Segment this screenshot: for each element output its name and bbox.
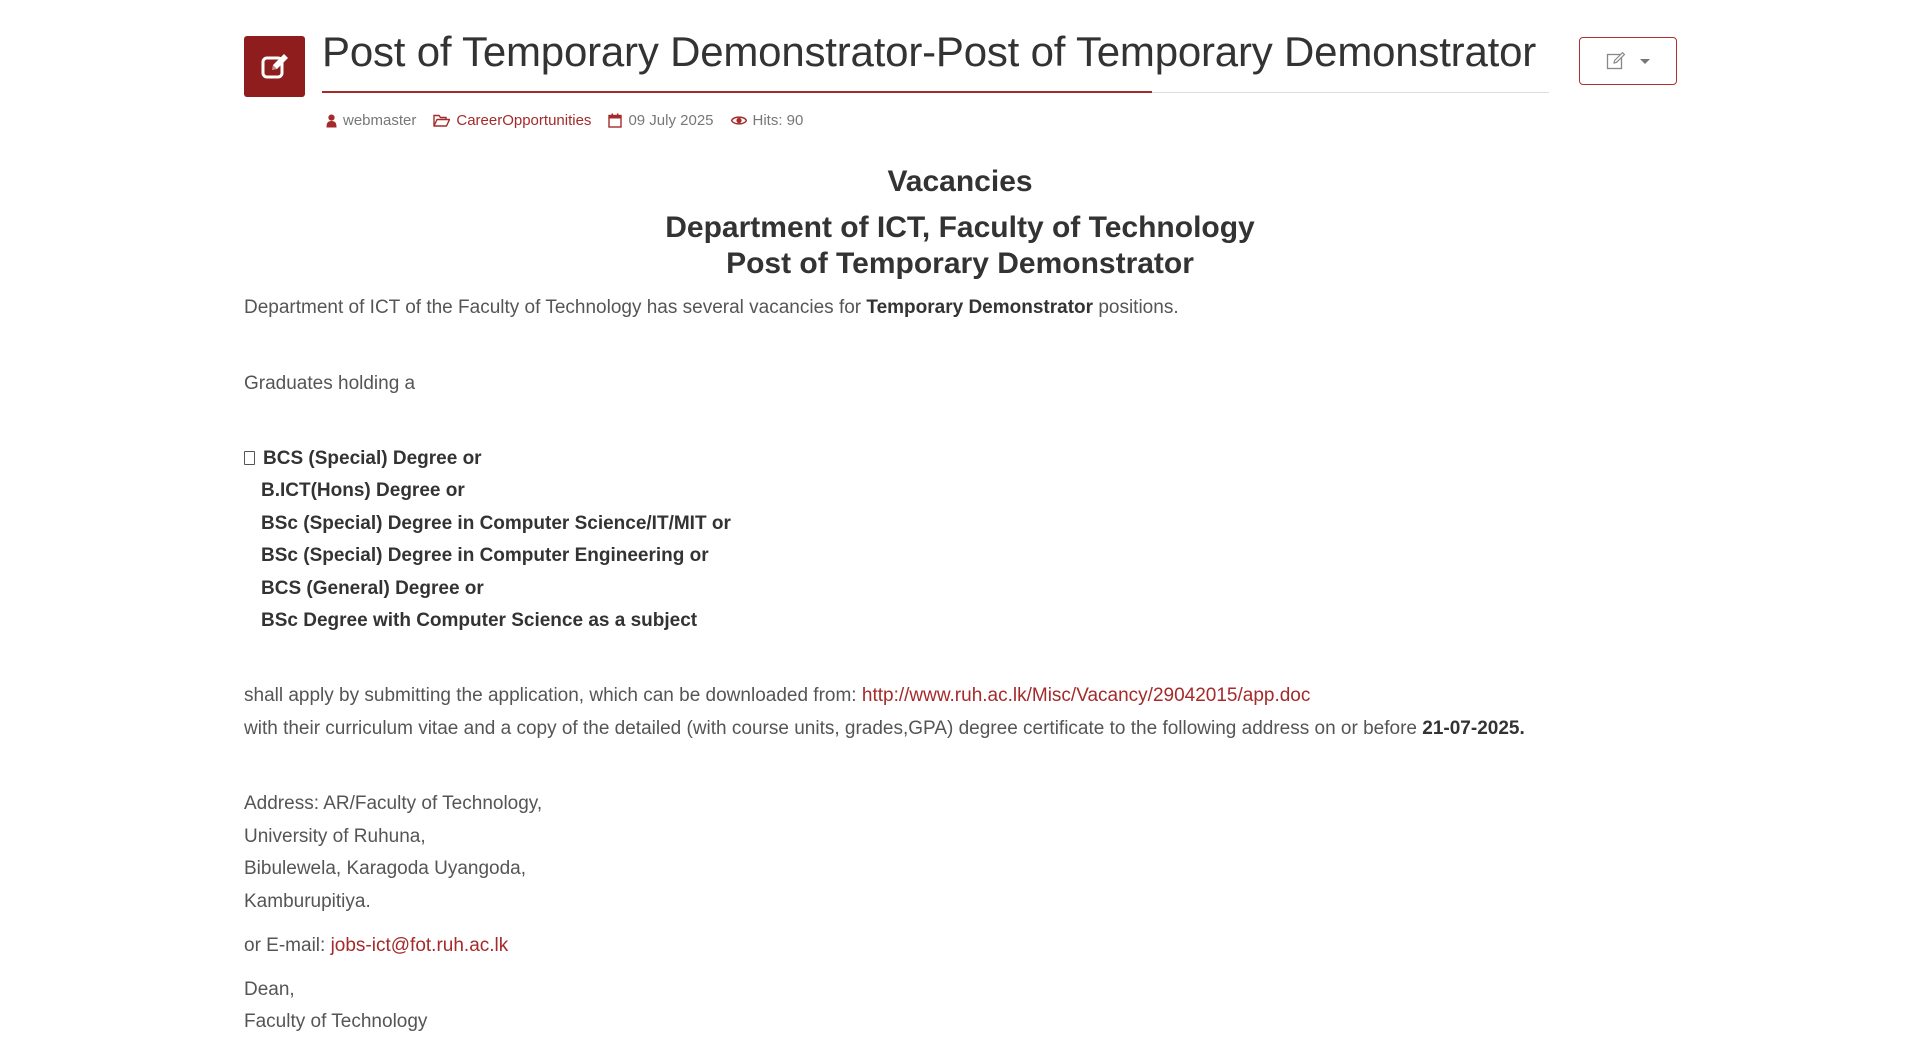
signoff-block bbox=[244, 974, 1676, 1039]
checkbox-glyph-icon bbox=[244, 451, 255, 465]
meta-date bbox=[608, 112, 713, 129]
page-title: Post of Temporary Demonstrator-Post of Temporary Demonstrator bbox=[322, 28, 1537, 75]
address-line: Bibulewela, Karagoda Uyangoda, bbox=[244, 858, 527, 880]
meta-category-link[interactable]: CareerOpportunities bbox=[456, 112, 592, 129]
degree-list bbox=[244, 443, 1676, 637]
meta-author-name: webmaster bbox=[343, 112, 417, 129]
intro-position: Temporary Demonstrator bbox=[866, 297, 1094, 318]
heading-department bbox=[244, 210, 1676, 282]
apply-text-line2: with their curriculum vitae and a copy of the detailed (with course units, grades,GPA) degree certificate to the following address on or before bbox=[244, 718, 1423, 740]
degree-item-text: BCS (Special) Degree or bbox=[263, 448, 482, 469]
intro-paragraph bbox=[244, 292, 1676, 324]
edit-outline-icon bbox=[1606, 51, 1626, 71]
heading-department-line2: Post of Temporary Demonstrator bbox=[726, 247, 1194, 280]
edit-icon bbox=[259, 51, 291, 83]
degree-item: BCS (General) Degree or bbox=[261, 577, 484, 599]
email-paragraph bbox=[244, 930, 1676, 962]
degree-item: B.ICT(Hons) Degree or bbox=[261, 480, 465, 502]
folder-open-icon bbox=[433, 114, 450, 127]
meta-hits-text: Hits: 90 bbox=[752, 112, 804, 129]
graduates-paragraph: Graduates holding a bbox=[244, 373, 416, 394]
heading-vacancies: Vacancies bbox=[887, 165, 1033, 198]
address-line: University of Ruhuna, bbox=[244, 825, 426, 847]
degree-item: BSc (Special) Degree in Computer Engineering or bbox=[261, 545, 709, 567]
user-icon bbox=[326, 114, 337, 128]
meta-category[interactable] bbox=[433, 112, 591, 129]
degree-item: BSc Degree with Computer Science as a subject bbox=[261, 610, 698, 632]
meta-date-text: 09 July 2025 bbox=[628, 112, 714, 129]
eye-icon bbox=[731, 115, 747, 126]
calendar-icon bbox=[608, 113, 622, 128]
application-download-link[interactable]: http://www.ruh.ac.lk/Misc/Vacancy/29042015/app.doc bbox=[861, 685, 1311, 707]
address-line: Address: AR/Faculty of Technology, bbox=[244, 793, 543, 815]
address-line: Kamburupitiya. bbox=[244, 890, 371, 912]
email-label: or E-mail: bbox=[244, 935, 331, 957]
meta-author bbox=[326, 112, 416, 129]
apply-text: shall apply by submitting the application, which can be downloaded from: bbox=[244, 685, 862, 707]
intro-text: Department of ICT of the Faculty of Technology has several vacancies for bbox=[244, 297, 867, 318]
signoff-line: Faculty of Technology bbox=[244, 1011, 428, 1033]
article-body bbox=[244, 160, 1676, 1039]
address-block bbox=[244, 788, 1676, 918]
title-underline-accent bbox=[322, 91, 1152, 93]
heading-department-line1: Department of ICT, Faculty of Technology bbox=[665, 211, 1255, 244]
chevron-down-icon bbox=[1640, 59, 1650, 64]
signoff-line: Dean, bbox=[244, 979, 295, 1001]
degree-item bbox=[244, 443, 1676, 475]
degree-item: BSc (Special) Degree in Computer Science/IT/MIT or bbox=[261, 512, 731, 534]
article-edit-icon-box bbox=[244, 36, 305, 97]
article-tools-dropdown-button[interactable] bbox=[1579, 37, 1677, 85]
intro-text-end: positions. bbox=[1093, 297, 1179, 318]
meta-hits bbox=[731, 112, 804, 129]
apply-paragraph bbox=[244, 679, 1676, 745]
apply-deadline: 21-07-2025. bbox=[1422, 718, 1525, 740]
article-meta bbox=[326, 112, 820, 129]
email-link[interactable]: jobs-ict@fot.ruh.ac.lk bbox=[330, 935, 509, 957]
